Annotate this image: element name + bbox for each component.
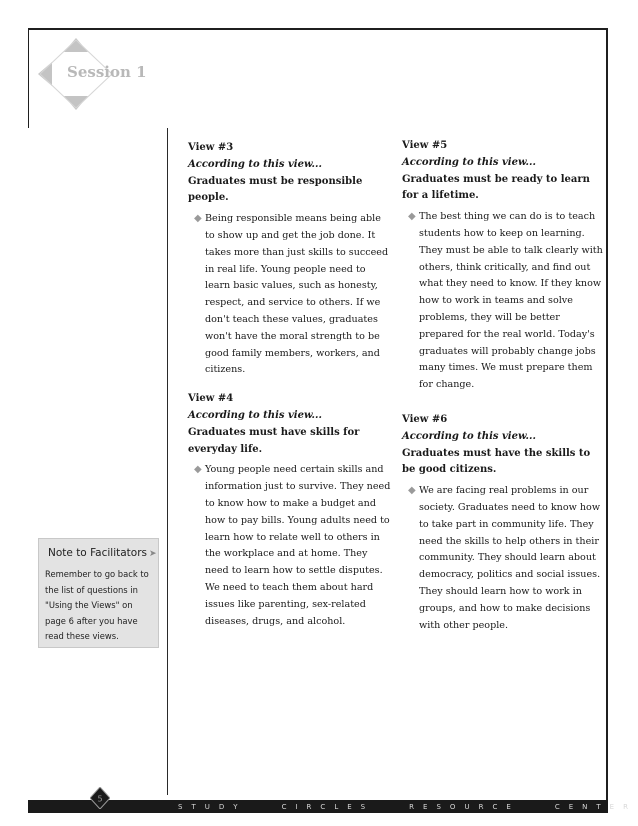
note-title: Note to Facilitators [48,547,147,559]
view-body-text: We are facing real problems in our society. Graduates need to know how to take part in community life. They need the skills to help others in their community. They should learn about democracy, politics and social issues. They should learn how to work in groups, and how to make decisions with other people. [419,485,601,631]
view-4 [188,391,393,630]
footer-letter: R [478,802,484,811]
view-according: According to this view... [402,156,536,168]
view-according: According to this view... [402,430,536,442]
footer-letter: E [423,802,428,811]
footer-letter: O [449,802,456,811]
view-label: View #5 [402,140,448,151]
page-number: 5 [97,794,103,804]
footer-letter: R [306,802,312,811]
footer-text [178,800,628,813]
footer-letter: E [568,802,574,811]
view-claim: Graduates must have skills for everyday life. [188,426,360,455]
left-column [188,140,393,642]
view-label: View #6 [402,413,448,425]
footer-letter: Y [233,802,238,811]
view-body [402,483,607,634]
view-body-text: Young people need certain skills and information just to survive. They need to know how to make a budget and how to pay bills. Young adults need to learn how to relate well to others in the workplace and at home. They need to learn how to settle disputes. We need to teach them about hard issues like parenting, sex-related diseases, drugs, and alcohol. [205,464,391,627]
view-body-text: The best thing we can do is to teach students how to keep on learning. They must be able to talk clearly with others, think critically, and find out what they need to know. If they know how to work in teams and solve problems, they will be better prepared for the real world. Today's graduates will probably change jobs many times. We must prepare them for change. [419,211,603,391]
page-number-badge [90,787,110,809]
footer-letter: T [596,802,601,811]
footer-bar [28,800,628,813]
diamond-bullet-icon: ◆ [408,485,416,497]
view-body [402,209,607,394]
view-6 [402,412,607,634]
view-body-text: Being responsible means being able to show up and get the job done. It takes more than just skills to succeed in real life. Young people need to learn basic values, such as honesty, respect, and service to others. If we don't teach these values, graduates won't have the moral strength to be good family members, workers, and citizens. [205,213,389,376]
view-claim: Graduates must have the skills to be good citizens. [402,447,591,476]
footer-letter: E [506,802,511,811]
footer-letter: R [409,802,415,811]
frame-left-edge [28,28,29,128]
view-body [188,211,393,379]
view-claim: Graduates must be ready to learn for a lifetime. [402,173,590,202]
footer-letter: R [623,802,628,811]
footer-letter: C [320,802,326,811]
footer-word-center [555,803,628,811]
view-according: According to this view... [188,158,322,170]
diamond-bullet-icon: ◆ [408,211,416,223]
view-3 [188,140,393,379]
note-body: Remember to go back to the list of questions in "Using the Views" on page 6 after you have read these views. [45,569,149,642]
footer-word-study [178,803,238,811]
right-column [402,138,607,646]
session-title: Session 1 [67,63,147,81]
view-body [188,462,393,630]
column-divider [167,128,168,795]
footer-letter: C [281,802,287,811]
footer-letter: C [554,802,560,811]
footer-letter: I [295,802,298,811]
footer-letter: D [218,802,225,811]
footer-letter: U [204,802,210,811]
view-according: According to this view... [188,409,322,421]
footer-letter: N [582,802,588,811]
footer-letter: S [178,802,183,811]
footer-word-resource [409,803,511,811]
diamond-bullet-icon: ◆ [194,464,202,476]
footer-letter: L [334,802,339,811]
footer-letter: T [191,802,196,811]
footer-letter: S [436,802,441,811]
diamond-bullet-icon: ◆ [194,213,202,225]
footer-letter: U [464,802,470,811]
footer-letter: E [609,802,615,811]
footer-letter: C [492,802,498,811]
view-label: View #3 [188,142,234,153]
footer-letter: E [347,802,352,811]
footer-word-circles [282,803,366,811]
facilitator-note [38,538,159,648]
view-5 [402,138,607,394]
footer-letter: S [360,802,366,811]
view-claim: Graduates must be responsible people. [188,175,363,204]
arrowhead-icon: ➤ [149,549,157,559]
note-title-row [48,547,157,559]
view-label: View #4 [188,393,234,405]
